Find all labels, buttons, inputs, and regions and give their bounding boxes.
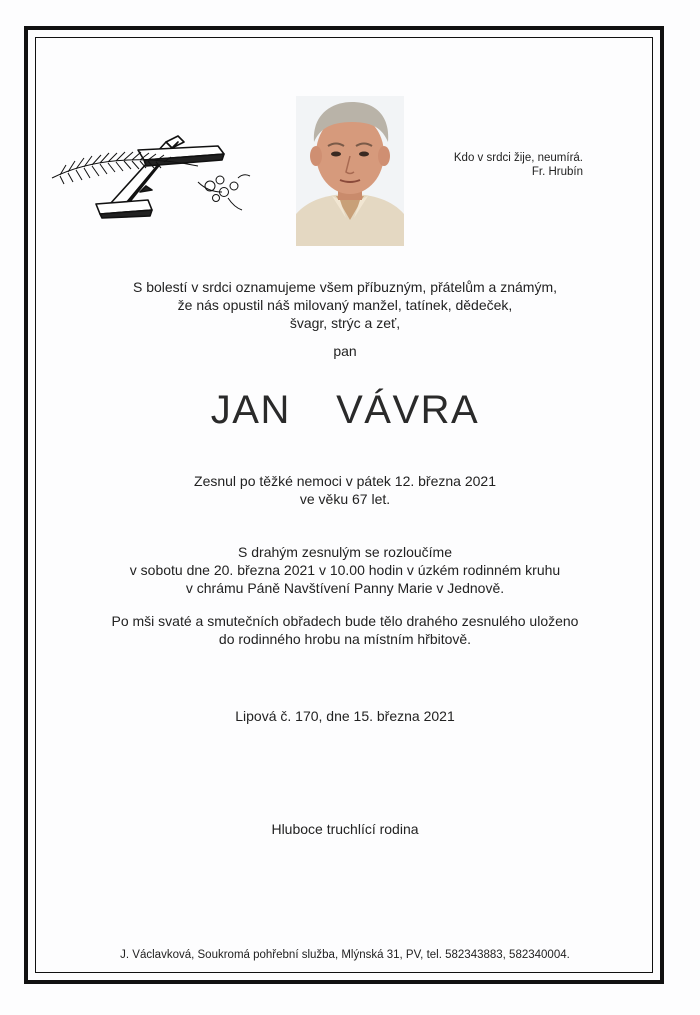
farewell-line: v chrámu Páně Navštívení Panny Marie v Jednově. (185, 580, 505, 596)
title-word: pan (333, 343, 357, 359)
burial-line: do rodinného hrobu na místním hřbitově. (218, 631, 472, 647)
death-info-line: Zesnul po těžké nemoci v pátek 12. března 2021 (194, 473, 496, 489)
burial-line: Po mši svaté a smutečních obřadech bude tělo drahého zesnulého uloženo (111, 613, 579, 629)
farewell-block (60, 543, 630, 597)
announcement-line: S bolestí v srdci oznamujeme všem příbuzným, přátelům a známým, (132, 279, 558, 295)
place-date: Lipová č. 170, dne 15. března 2021 (235, 708, 455, 724)
death-info-block (60, 472, 630, 508)
announcement-line: že nás opustil náš milovaný manžel, tatínek, dědeček, (177, 297, 513, 313)
quote-author: Fr. Hrubín (531, 166, 583, 178)
quote-block (420, 151, 583, 179)
funeral-service-footer: J. Václavková, Soukromá pohřební služba, Mlýnská 31, PV, tel. 582343883, 582340004. (120, 949, 570, 961)
cross-palm-emblem-icon (48, 120, 258, 220)
farewell-line: v sobotu dne 20. března 2021 v 10.00 hodin v úzkém rodinném kruhu (129, 562, 561, 578)
deceased-name: JAN VÁVRA (210, 388, 480, 432)
portrait-photo (296, 96, 404, 246)
quote-text: Kdo v srdci žije, neumírá. (453, 152, 583, 164)
burial-block (60, 612, 630, 648)
farewell-line: S drahým zesnulým se rozloučíme (238, 544, 452, 560)
death-info-line: ve věku 67 let. (299, 491, 391, 507)
announcement-block (60, 278, 630, 332)
signature: Hluboce truchlící rodina (271, 821, 419, 837)
announcement-line: švagr, strýc a zeť, (289, 315, 401, 331)
